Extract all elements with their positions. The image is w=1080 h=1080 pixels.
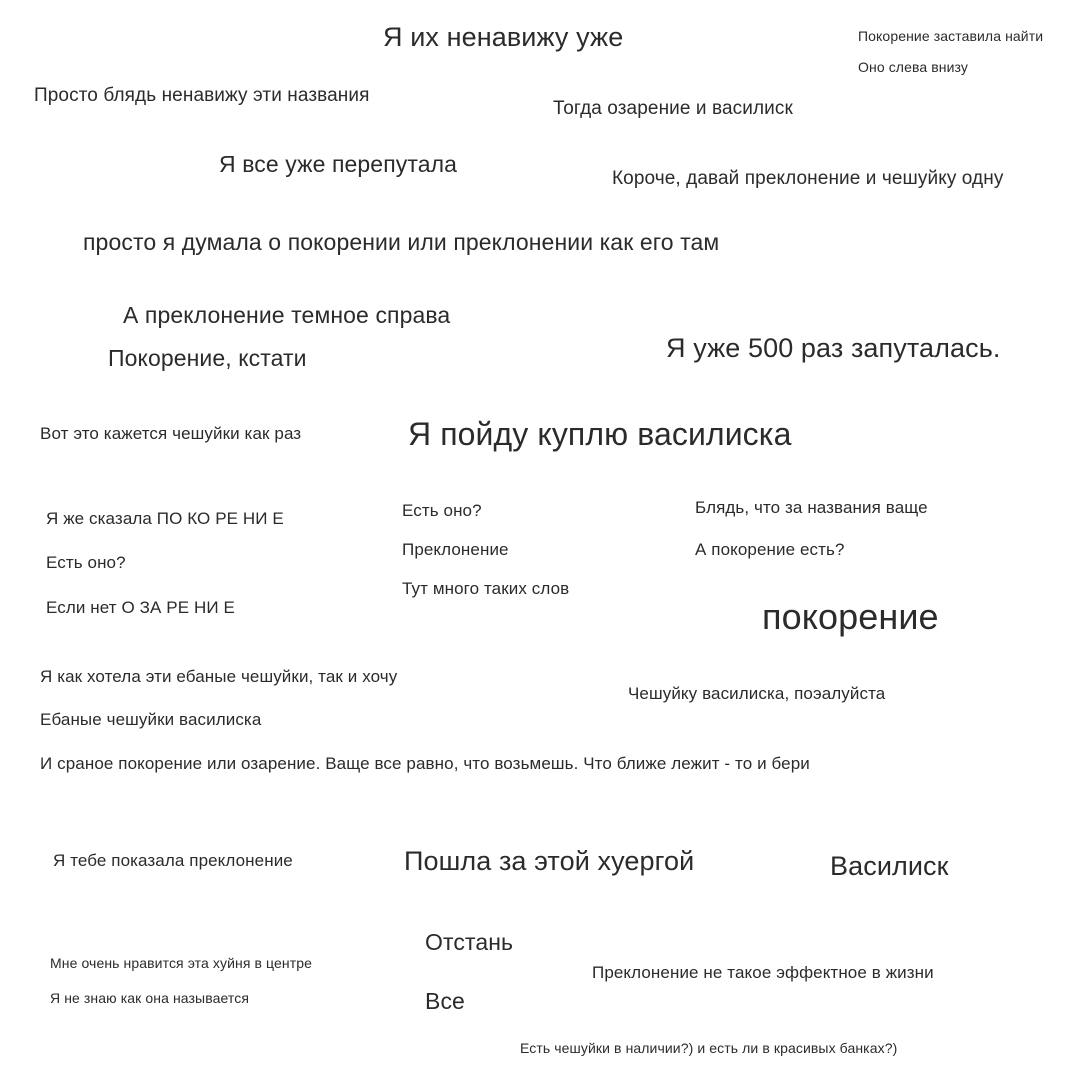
phrase-is-there-pokorenie: А покорение есть? xyxy=(695,540,845,559)
phrase-leave-me: Отстань xyxy=(425,929,514,955)
phrase-ozarenie-basilisk: Тогда озарение и василиск xyxy=(553,98,793,119)
phrase-went-for-it: Пошла за этой хуергой xyxy=(404,846,695,876)
phrase-pokorenie-by-the-way: Покорение, кстати xyxy=(108,345,307,371)
phrase-what-names: Блядь, что за названия ваще xyxy=(695,498,928,517)
phrase-found-pokorenie: Покорение заставила найти xyxy=(858,28,1044,44)
phrase-preklonenie: Преклонение xyxy=(402,540,509,559)
phrase-showed-preklonenie: Я тебе показала преклонение xyxy=(53,851,293,870)
phrase-in-stock: Есть чешуйки в наличии?) и есть ли в красивых банках?) xyxy=(520,1040,898,1056)
phrase-was-thinking: просто я думала о покорении или преклонении как его там xyxy=(83,229,720,255)
phrase-basilisk-scale-please: Чешуйку василиска, поэалуйста xyxy=(628,684,886,703)
phrase-wanted-scales: Я как хотела эти ебаные чешуйки, так и хочу xyxy=(40,667,398,686)
phrase-scales-here: Вот это кажется чешуйки как раз xyxy=(40,424,302,443)
phrase-mixed-up: Я все уже перепутала xyxy=(219,151,458,177)
phrase-like-center: Мне очень нравится эта хуйня в центре xyxy=(50,955,313,971)
phrase-less-effective: Преклонение не такое эффектное в жизни xyxy=(592,963,934,982)
phrase-hate-names: Просто блядь ненавижу эти названия xyxy=(34,85,370,106)
phrase-basilisk-scales: Ебаные чешуйки василиска xyxy=(40,710,262,729)
phrase-o-za-re-ni-e: Если нет О ЗА РЕ НИ Е xyxy=(46,598,235,617)
phrase-hate-already: Я их ненавижу уже xyxy=(383,22,624,52)
phrase-many-words: Тут много таких слов xyxy=(402,579,570,598)
phrase-buy-basilisk: Я пойду куплю василиска xyxy=(408,416,792,452)
phrase-not-it: Есть оно? xyxy=(402,501,482,520)
phrase-thats-all: Все xyxy=(425,988,465,1014)
phrase-whatever-closer: И сраное покорение или озарение. Ваще все равно, что возьмешь. Что ближе лежит - то и бери xyxy=(40,754,810,773)
phrase-po-ko-re-ni-e: Я же сказала ПО КО РЕ НИ Е xyxy=(46,509,284,528)
phrase-dont-know-name: Я не знаю как она называется xyxy=(50,990,250,1006)
phrase-is-it-there: Есть оно? xyxy=(46,553,126,572)
phrase-dark-right: А преклонение темное справа xyxy=(123,302,451,328)
phrase-bottom-left: Оно слева внизу xyxy=(858,59,968,75)
phrase-basilisk: Василиск xyxy=(830,851,949,881)
phrase-give-preklonenie: Короче, давай преклонение и чешуйку одну xyxy=(612,168,1004,189)
phrase-pokorenie-big: покорение xyxy=(762,596,939,637)
phrase-confused-500: Я уже 500 раз запуталась. xyxy=(666,333,1001,363)
